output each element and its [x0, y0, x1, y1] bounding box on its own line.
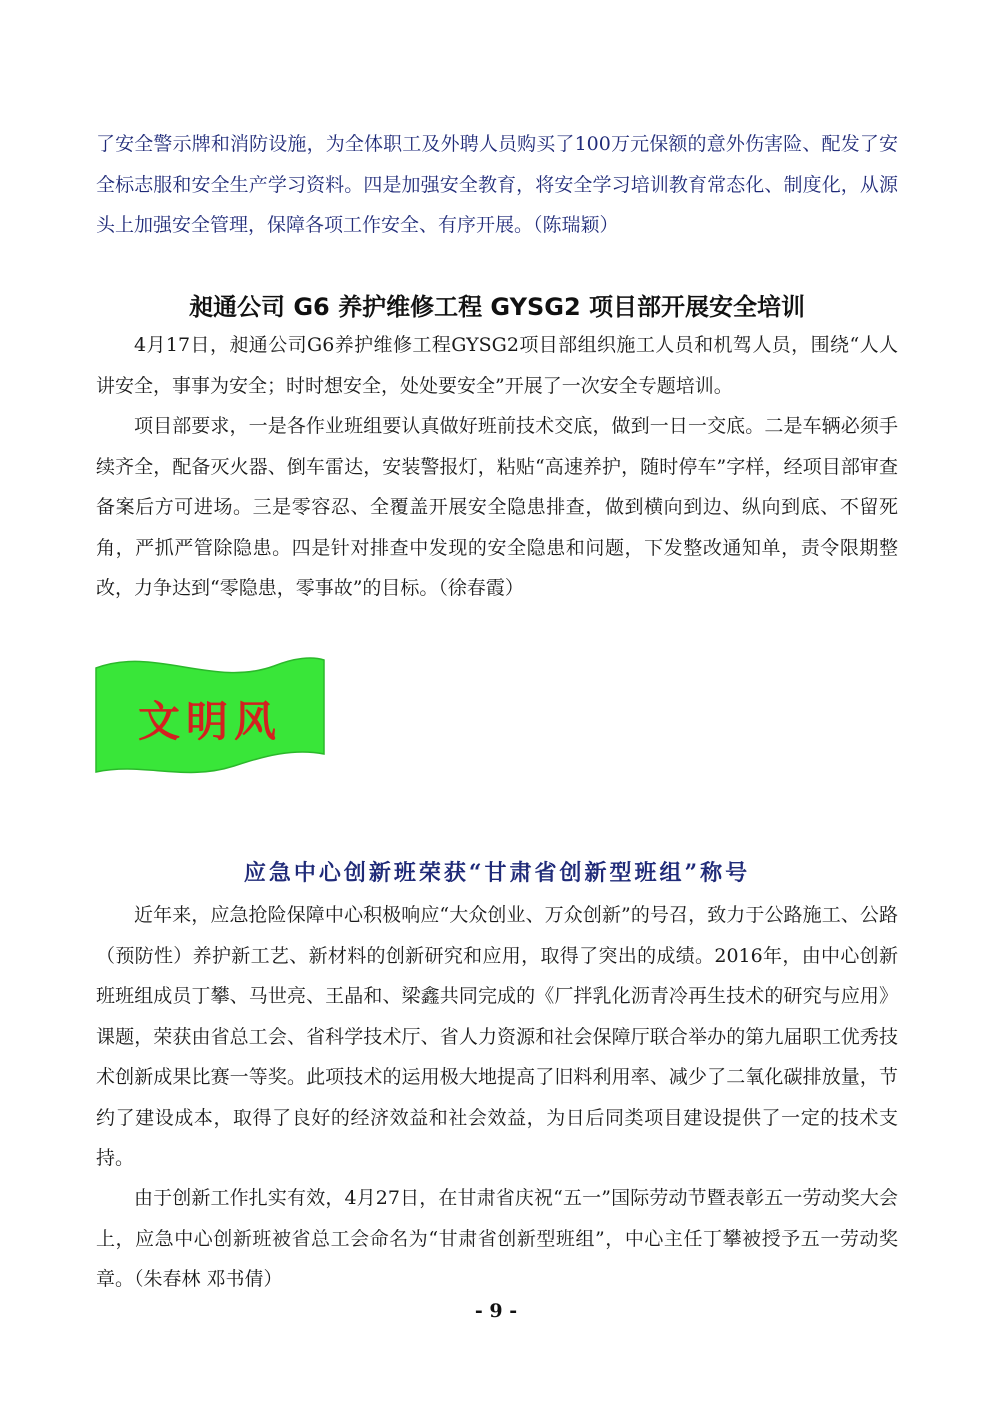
article1-paragraph-1: 4月17日，昶通公司G6养护维修工程GYSG2项目部组织施工人员和机驾人员，围绕“人人讲安全，事事为安全；时时想安全，处处要安全”开展了一次安全专题培训。 — [96, 334, 898, 397]
article2-paragraph-1: 近年来，应急抢险保障中心积极响应“大众创业、万众创新”的号召，致力于公路施工、公路（预防性）养护新工艺、新材料的创新研究和应用，取得了突出的成绩。2016年，由中心创新班班组成员丁攀、马世亮、王晶和、梁鑫共同完成的《厂拌乳化沥青冷再生技术的研究与应用》课题，荣获由省总工会、省科学技术厅、省人力资源和社会保障厅联合举办的第九届职工优秀技术创新成果比赛一等奖。此项技术的运用极大地提高了旧料利用率、减少了二氧化碳排放量，节约了建设成本，取得了良好的经济效益和社会效益，为日后同类项目建设提供了一定的技术支持。 — [96, 904, 898, 1169]
section-banner-flag — [94, 652, 326, 780]
article-title-innovation-team: 应急中心创新班荣获“甘肃省创新型班组”称号 — [243, 860, 751, 886]
article2-paragraph-2: 由于创新工作扎实有效，4月27日，在甘肃省庆祝“五一”国际劳动节暨表彰五一劳动奖大会上，应急中心创新班被省总工会命名为“甘肃省创新型班组”，中心主任丁攀被授予五一劳动奖章。（朱春林 邓书倩） — [96, 1187, 898, 1290]
page-number: - 9 - — [474, 1300, 518, 1322]
article-title-safety-training: 昶通公司 G6 养护维修工程 GYSG2 项目部开展安全培训 — [188, 293, 806, 321]
continued-paragraph: 了安全警示牌和消防设施，为全体职工及外聘人员购买了100万元保额的意外伤害险、配发了安全标志服和安全生产学习资料。四是加强安全教育，将安全学习培训教育常态化、制度化，从源头上加强安全管理，保障各项工作安全、有序开展。（陈瑞颖） — [96, 133, 898, 236]
article1-paragraph-2: 项目部要求，一是各作业班组要认真做好班前技术交底，做到一日一交底。二是车辆必须手续齐全，配备灭火器、倒车雷达，安装警报灯，粘贴“高速养护，随时停车”字样，经项目部审查备案后方可进场。三是零容忍、全覆盖开展安全隐患排查，做到横向到边、纵向到底、不留死角，严抓严管除隐患。四是针对排查中发现的安全隐患和问题，下发整改通知单，责令限期整改，力争达到“零隐患，零事故”的目标。（徐春霞） — [96, 415, 898, 599]
banner-label: 文明风 — [137, 697, 283, 746]
